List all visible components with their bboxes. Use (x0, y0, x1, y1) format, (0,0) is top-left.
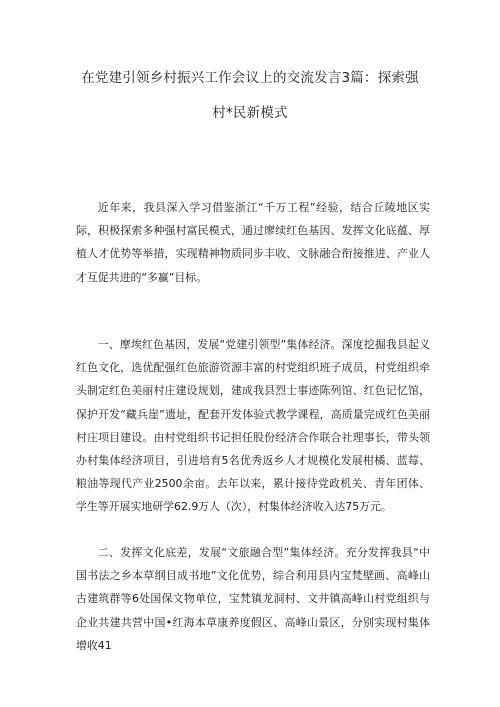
document-title-line-2: 村*民新模式 (212, 105, 288, 121)
paragraph-intro: 近年来，我县深入学习借鉴浙江“千万工程”经验，结合丘陵地区实际，积极探索多种强村富民模式，通过廖续红色基因、发挥文化底蕴、厚植人才优势等举措，实现精神物质同步丰收、文脉融合衔接推进、产业人才互促共进的“多赢”目标。 (76, 201, 430, 284)
paragraph-section-1: 一、摩埃红色基因，发展“党建引领型”集体经济。深度挖掘我县起义红色文化，选优配强红色旅游资源丰富的村党组织班子成员，村党组织牵头制定红色美丽村庄建设规划，建成我县烈士事迹陈列馆、红色记忆馆，保护开发“藏兵崖”遗址，配套开发体验式教学课程，高质量完成红色美丽村庄项目建设。由村党组织书记担任股份经济合作联合社理事长，带头领办村集体经济项目，引进培育5名优秀返乡人才规模化发展柑橘、蓝莓、粮油等现代产业2500余亩。去年以来，累计接待党政机关、青年团体、学生等开展实地研学62.9万人（次），村集体经济收入达75万元。 (76, 338, 430, 514)
paragraph-section-2: 二、发挥文化底差，发展“文旅融合型”集体经济。充分发挥我县“中国书法之乡本草纲目成书地”文化优势，综合利用县内宝梵壁画、高峰山古建筑群等6处国保文物单位，宝梵镇龙洞村、文井镇高峰山村党组织与企业共建共营中国•红海本草康养度假区、高峰山景区，分别实现村集体增收41 (76, 546, 430, 652)
document-title-line-1: 在党建引领乡村振兴工作会议上的交流发言3篇：探索强 (81, 70, 419, 86)
